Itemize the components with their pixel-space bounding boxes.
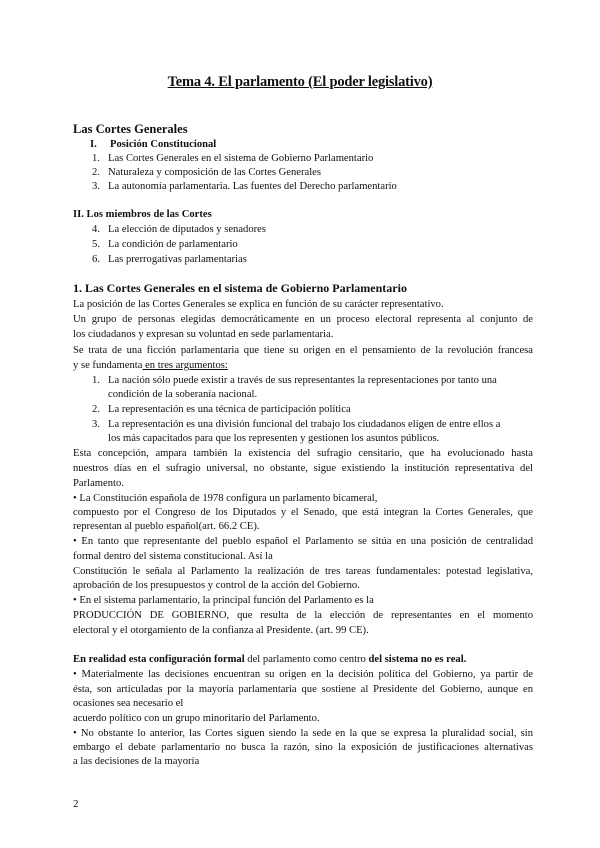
bullet-line: • La Constitución española de 1978 configura un parlamento bicameral, (73, 493, 378, 504)
item-text: La condición de parlamentario (108, 239, 238, 250)
bullet-line: • No obstante lo anterior, las Cortes siguen siendo la sede en la que se expresa la pluralidad social, sin (73, 728, 533, 739)
paragraph-line: acuerdo político con un grupo minoritario del Parlamento. (73, 713, 320, 724)
paragraph-line: Se trata de una ficción parlamentaria que tiene su origen en el pensamiento de la revolución francesa (73, 345, 533, 356)
paragraph-line: aprobación de los presupuestos y control de la acción del Gobierno. (73, 580, 360, 591)
paragraph-line (73, 359, 533, 373)
item-text: La autonomía parlamentaria. Las fuentes del Derecho parlamentario (108, 181, 397, 192)
item-text: Las prerrogativas parlamentarias (108, 254, 247, 265)
text-run: y se fundamenta (73, 360, 143, 371)
item-number: 2. (92, 404, 100, 415)
outline-section-1 (90, 138, 550, 152)
paragraph-line: formal dentro del sistema constitucional. Así la (73, 551, 273, 562)
bullet-line: • En el sistema parlamentario, la principal función del Parlamento es la (73, 595, 374, 606)
paragraph-line: a las decisiones de la mayoría (73, 756, 200, 767)
paragraph-line: PRODUCCIÓN DE GOBIERNO, que resulta de la elección de representantes en el momento (73, 610, 533, 621)
item-number: 1. (92, 153, 100, 164)
paragraph-line: ésta, son articuladas por la mayoría parlamentaria que sostiene al Presidente del Gobierno, aunque en (73, 684, 533, 695)
item-text: La representación es una técnica de participación política (108, 404, 351, 415)
item-number: 3. (92, 419, 100, 430)
item-number: 3. (92, 181, 100, 192)
bullet-line: • En tanto que representante del pueblo español el Parlamento se sitúa en una posición de centralidad (73, 536, 533, 547)
argument-item-continuation: los más capacitados para que los representen y gestionen los asuntos públicos. (108, 433, 440, 444)
item-text: La nación sólo puede existir a través de sus representantes la representaciones por tanto una (108, 375, 497, 386)
underlined-text: en tres argumentos: (142, 360, 228, 371)
item-number: 1. (92, 375, 100, 386)
item-text: La representación es una división funcional del trabajo los ciudadanos eligen de entre ellos a (108, 419, 501, 430)
section-heading: 1. Las Cortes Generales en el sistema de Gobierno Parlamentario (73, 281, 407, 295)
paragraph-line: electoral y el otorgamiento de la confianza al Presidente. (art. 99 CE). (73, 625, 369, 636)
paragraph-line (73, 653, 533, 667)
item-text: Naturaleza y composición de las Cortes Generales (108, 167, 321, 178)
paragraph-line: La posición de las Cortes Generales se explica en función de su carácter representativo. (73, 299, 444, 310)
page-number: 2 (73, 798, 79, 810)
bullet-line: • Materialmente las decisiones encuentran su origen en la decisión política del Gobierno, ya partir de (73, 669, 533, 680)
argument-item-continuation: condición de la soberanía nacional. (108, 389, 258, 400)
paragraph-line: Un grupo de personas elegidas democráticamente en un proceso electoral representa al conjunto de (73, 314, 533, 325)
paragraph-line: compuesto por el Congreso de los Diputados y el Senado, que está integran la Cortes Generales, que (73, 507, 533, 518)
item-text: Las Cortes Generales en el sistema de Gobierno Parlamentario (108, 153, 374, 164)
paragraph-line: embargo el debate parlamentario no busca la razón, sino la exposición de justificaciones alternativas (73, 742, 533, 753)
bold-text: En realidad esta configuración formal (73, 654, 245, 665)
outline-heading: Las Cortes Generales (73, 122, 188, 136)
document-title: Tema 4. El parlamento (El poder legislativo) (167, 74, 433, 90)
outline-section-2: II. Los miembros de las Cortes (73, 209, 212, 220)
item-number: 2. (92, 167, 100, 178)
section-1-label: Posición Constitucional (110, 139, 217, 150)
paragraph-line: los ciudadanos y expresan su voluntad en sede parlamentaria. (73, 329, 334, 340)
item-text: La elección de diputados y senadores (108, 224, 266, 235)
paragraph-line: Constitución le señala al Parlamento la realización de tres tareas fundamentales: potestad legislativa, (73, 566, 533, 577)
item-number: 6. (92, 254, 100, 265)
paragraph-line: ocasiones sea necesario el (73, 698, 184, 709)
section-1-numeral: I. (90, 139, 97, 150)
text-run: del parlamento como centro (244, 654, 369, 665)
bold-text: del sistema no es real. (368, 654, 467, 665)
paragraph-line: representan al pueblo español(art. 66.2 CE). (73, 521, 260, 532)
item-number: 5. (92, 239, 100, 250)
paragraph-line: nuestros días en el sufragio universal, no obstante, sigue existiendo la institución representativa del (73, 463, 533, 474)
paragraph-line: Parlamento. (73, 478, 124, 489)
paragraph-line: Esta concepción, ampara también la existencia del sufragio censitario, que ha evolucionado hasta (73, 448, 533, 459)
item-number: 4. (92, 224, 100, 235)
